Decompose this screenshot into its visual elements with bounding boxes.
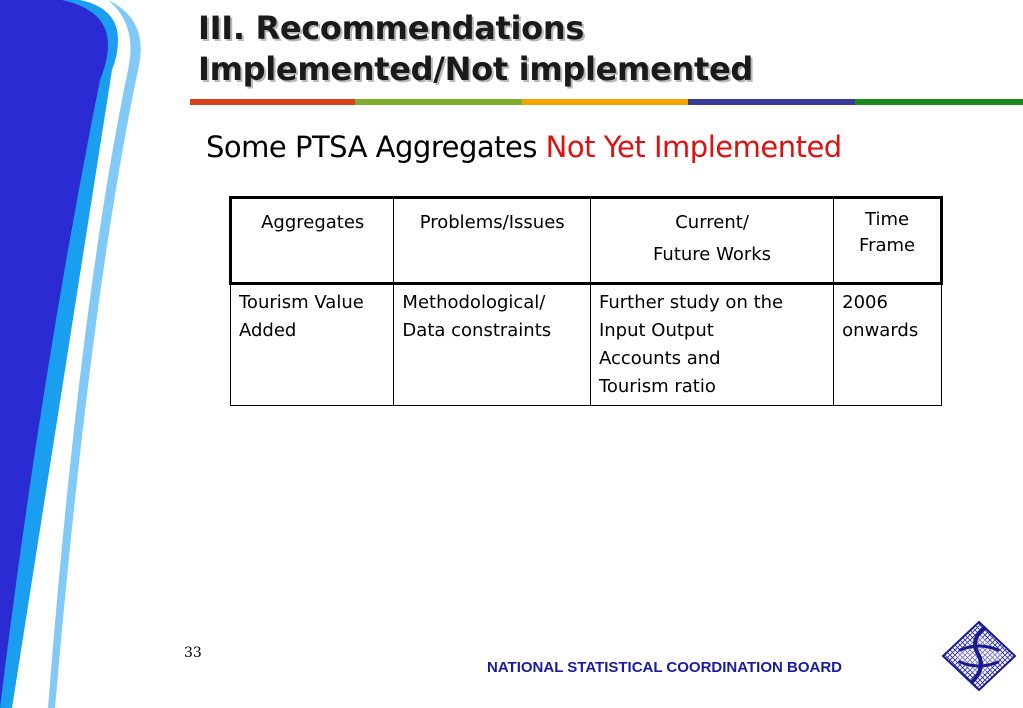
title-line-2: Implemented/Not implemented xyxy=(198,50,753,88)
cell-problem xyxy=(394,284,591,406)
header-problems xyxy=(394,198,591,284)
cell-text: 2006 xyxy=(842,292,888,313)
cell-aggregate xyxy=(231,284,394,406)
header-time-line-2: Frame xyxy=(859,235,916,256)
slide-title xyxy=(198,8,753,90)
header-aggregates-label: Aggregates xyxy=(261,212,365,233)
cell-text: onwards xyxy=(842,320,919,341)
header-works-line-2: Future Works xyxy=(653,244,772,265)
nscb-logo-icon xyxy=(940,620,1018,692)
rule-segment xyxy=(190,99,355,105)
cell-text: Tourism Value xyxy=(239,292,364,313)
cell-text: Accounts and xyxy=(598,348,721,369)
table-row xyxy=(231,284,942,406)
cell-text: Added xyxy=(239,320,297,341)
header-time-frame xyxy=(834,198,942,284)
slide-subtitle xyxy=(206,128,842,166)
footer-organization: NATIONAL STATISTICAL COORDINATION BOARD xyxy=(487,659,842,676)
subtitle-highlight: Not Yet Implemented xyxy=(545,130,842,164)
cell-text: Tourism ratio xyxy=(598,376,716,397)
subtitle-prefix: Some PTSA Aggregates xyxy=(206,130,546,164)
title-line-1: III. Recommendations xyxy=(198,9,585,47)
table-header-row xyxy=(231,198,942,284)
cell-text: Further study on the xyxy=(598,292,784,313)
rule-segment xyxy=(688,99,855,105)
page-number: 33 xyxy=(184,645,202,661)
cell-text: Data constraints xyxy=(402,320,552,341)
header-aggregates xyxy=(231,198,394,284)
header-time-line-1: Time xyxy=(865,209,910,230)
aggregates-table xyxy=(229,196,943,406)
title-color-rule xyxy=(190,99,1023,105)
rule-segment xyxy=(855,99,1023,105)
cell-text: Input Output xyxy=(598,320,714,341)
left-decorative-bands xyxy=(0,0,200,708)
cell-works xyxy=(590,284,833,406)
cell-time-frame xyxy=(834,284,942,406)
rule-segment xyxy=(355,99,522,105)
header-works-line-1: Current/ xyxy=(675,212,749,233)
header-problems-label: Problems/Issues xyxy=(419,212,565,233)
cell-text: Methodological/ xyxy=(402,292,546,313)
rule-segment xyxy=(522,99,688,105)
header-works xyxy=(590,198,833,284)
